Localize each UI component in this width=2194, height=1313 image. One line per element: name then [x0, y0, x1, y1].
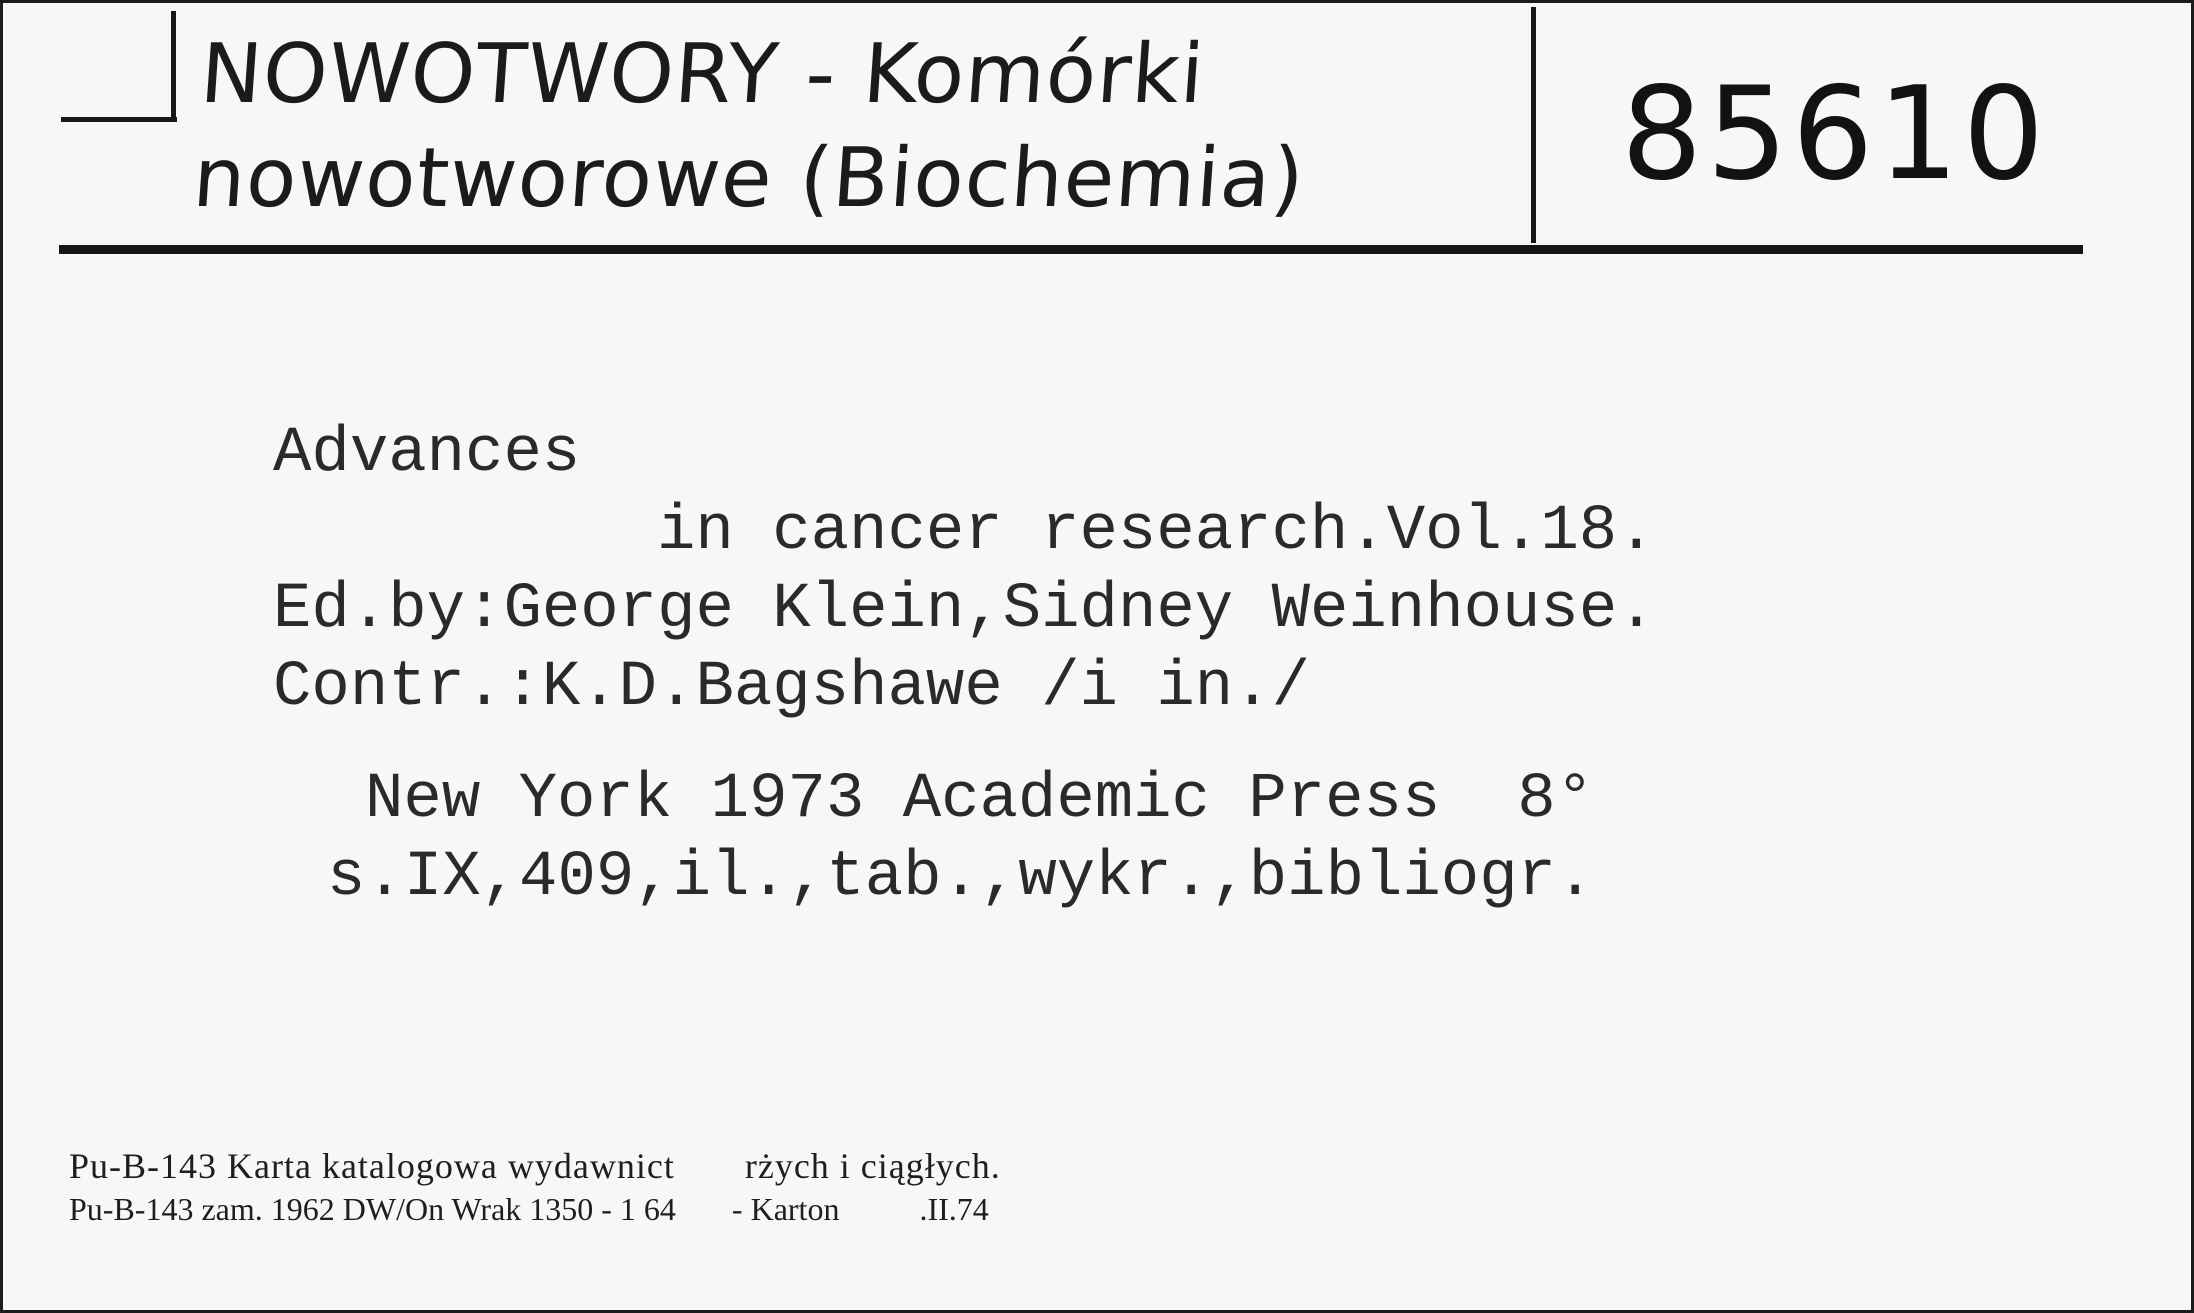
imprint-line: New York 1973 Academic Press 8°: [365, 764, 1594, 836]
subject-heading-line-2: nowotworowe (Biochemia): [190, 131, 1308, 226]
header-underline: [59, 245, 2083, 254]
title-line-2: in cancer research.Vol.18.: [657, 496, 1656, 568]
title-line-1: Advances: [273, 418, 581, 490]
header-left-vertical-line: [171, 11, 176, 119]
subject-heading: [190, 23, 1625, 231]
subject-heading-line-1: NOWOTWORY - Komórki: [197, 27, 1208, 122]
editors-line: Ed.by:George Klein,Sidney Weinhouse.: [273, 574, 1656, 646]
physical-description-line: s.IX,409,il.,tab.,wykr.,bibliogr.: [327, 842, 1595, 914]
form-footer-line-1: Pu-B-143 Karta katalogowa wydawnict rżych i ciągłych.: [69, 1146, 1001, 1186]
call-number: 85610: [1621, 60, 2049, 209]
contributors-line: Contr.:K.D.Bagshawe /i in./: [273, 652, 1310, 724]
form-footer-line-2: Pu-B-143 zam. 1962 DW/On Wrak 1350 - 1 64 - Karton .II.74: [69, 1191, 989, 1227]
header-tick-line: [61, 117, 177, 122]
